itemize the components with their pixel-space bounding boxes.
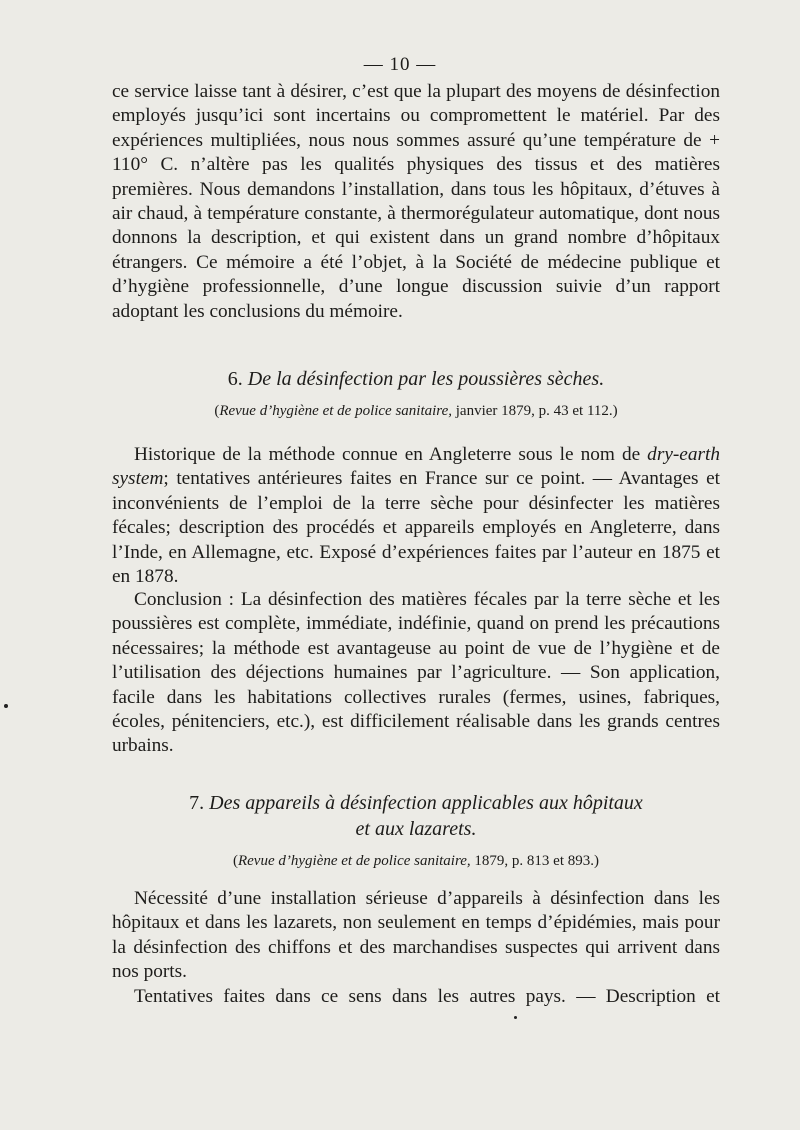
section-6-paragraph-1-b: ; tentatives antérieures faites en France sur ce point. — Avantages et inconvénients de l’emploi de la terre sèche pour désinfecter les matières fécales; description des procédés et appareils employés en Angleterre, dans l’Inde, en Allemagne, etc. Exposé d’expériences faites par l’auteur en 1875 et en 1878.	[112, 468, 720, 588]
section-7-source-details: 1879, p. 813 et 893.	[474, 853, 594, 869]
section-7-title-line-1: Des appareils à désinfection applicables aux hôpitaux	[209, 792, 643, 814]
section-7-heading	[112, 790, 720, 842]
section-6-source: (Revue d’hygiène et de police sanitaire, janvier 1879, p. 43 et 112.)	[214, 403, 618, 419]
section-7-source-journal: Revue d’hygiène et de police sanitaire,	[237, 853, 471, 869]
section-6-source-details: janvier 1879, p. 43 et 112.	[455, 403, 613, 419]
section-6-paragraph-1-term: dry-earth system	[112, 444, 720, 490]
section-7-title-line-2: et aux lazarets.	[355, 818, 477, 840]
section-7-paragraph-2: Tentatives faites dans ce sens dans les autres pays. — Description et	[134, 986, 720, 1007]
section-7-source: (Revue d’hygiène et de police sanitaire, 1879, p. 813 et 893.)	[232, 853, 599, 869]
section-6-paragraph-1	[112, 443, 720, 589]
section-7-number: 7.	[189, 792, 205, 814]
section-6-paragraph-2: Conclusion : La désinfection des matières fécales par la terre sèche et les poussières est complète, immédiate, indéfinie, quand on prend les précautions nécessaires; la méthode est avantageuse au point de vue de l’hygiène et de l’utilisation des déjections humaines par l’agriculture. — Son application, facile dans les habitations collectives rurales (fermes, usines, fabriques, écoles, pénitenciers, etc.), est difficilement réalisable dans les grands centres urbains.	[112, 589, 720, 757]
section-6-title: De la désinfection par les poussières sèches.	[247, 368, 605, 390]
section-6-number: 6.	[227, 368, 243, 390]
section-6-source-journal: Revue d’hygiène et de police sanitaire,	[219, 403, 452, 419]
print-speck	[514, 1016, 517, 1019]
page-number: — 10 —	[363, 54, 437, 75]
section-6-paragraph-1-a: Historique de la méthode connue en Angleterre sous le nom de	[134, 444, 648, 465]
intro-paragraph: ce service laisse tant à désirer, c’est que la plupart des moyens de désinfection employés jusqu’ici sont incertains ou compromettent le matériel. Par des expériences multipliées, nous nous sommes assuré qu’une température de + 110° C. n’altère pas les qualités physiques des tissus et des matières premières. Nous demandons l’installation, dans tous les hôpitaux, d’étuves à air chaud, à température constante, à thermorégulateur automatique, dont nous donnons la description, et qui existent dans un grand nombre d’hôpitaux étrangers. Ce mémoire a été l’objet, à la Société de médecine publique et d’hygiène professionnelle, d’une longue discussion suivie d’un rapport adoptant les conclusions du mémoire.	[112, 81, 720, 322]
section-6-heading	[112, 366, 720, 392]
print-speck	[4, 704, 8, 708]
section-7-paragraph-1: Nécessité d’une installation sérieuse d’appareils à désinfection dans les hôpitaux et dans les lazarets, non seulement en temps d’épidémies, mais pour la désinfection des chiffons et des marchandises suspectes qui arrivent dans nos ports.	[112, 888, 720, 983]
